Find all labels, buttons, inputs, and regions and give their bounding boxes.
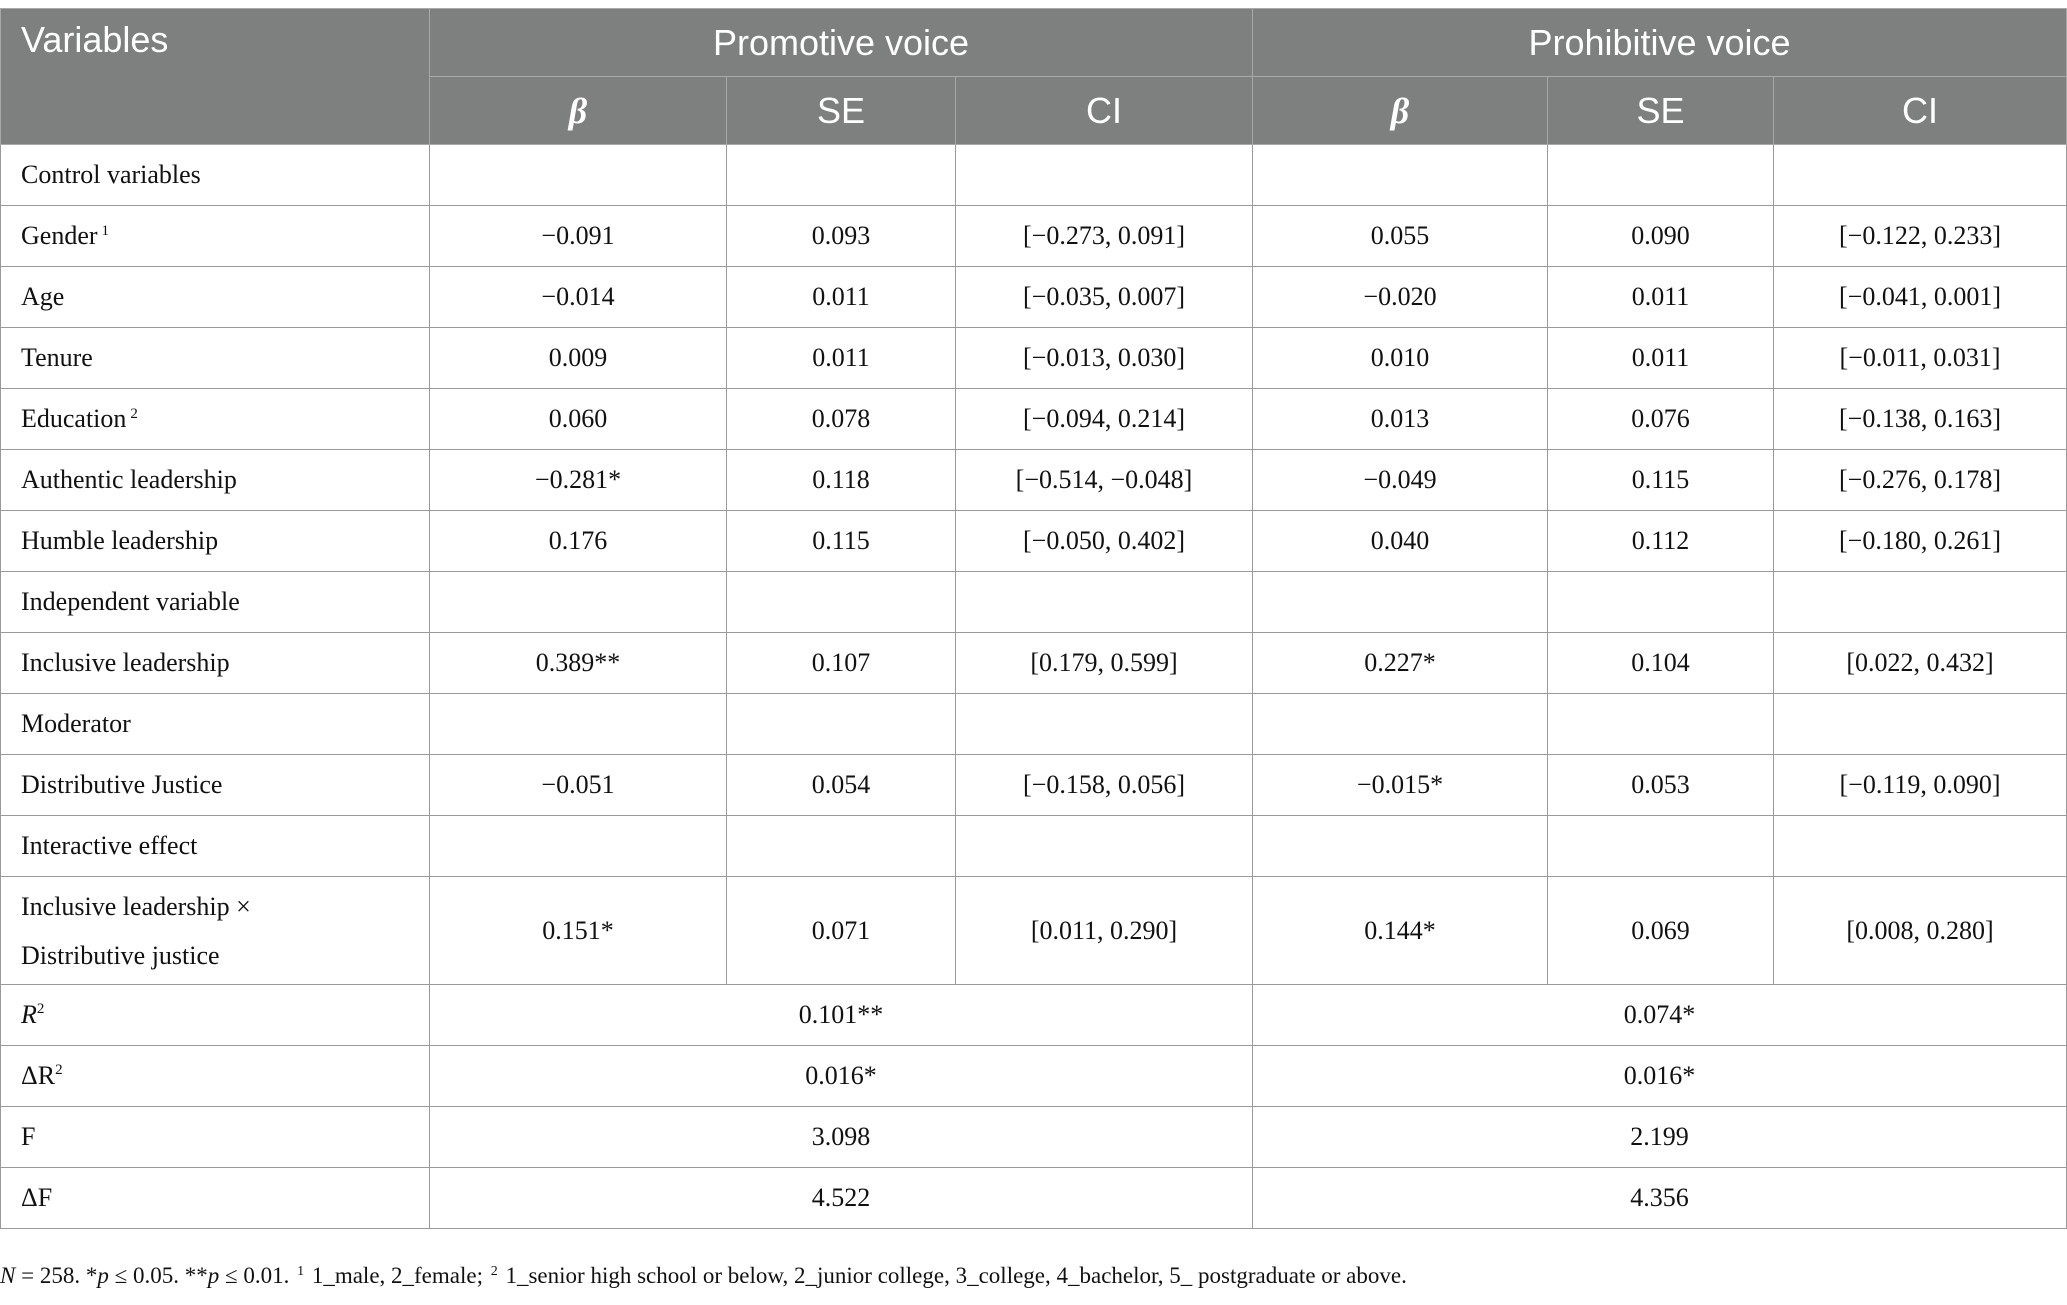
summary-row	[1, 1046, 2067, 1107]
note-n: N	[0, 1263, 16, 1288]
cell-promotive-ci	[956, 816, 1253, 877]
cell-prohibitive-se: 0.076	[1548, 389, 1774, 450]
row-label-text: Age	[21, 282, 65, 311]
table-container	[0, 8, 2066, 1229]
cell-prohibitive-se	[1548, 145, 1774, 206]
cell-promotive-ci: [0.179, 0.599]	[956, 633, 1253, 694]
cell-prohibitive-se: 0.104	[1548, 633, 1774, 694]
summary-label-text: F	[21, 1122, 36, 1151]
row-label-line: Inclusive leadership ×	[21, 891, 251, 921]
summary-prohibitive-value: 4.356	[1253, 1168, 2067, 1229]
table-row	[1, 877, 2067, 985]
cell-prohibitive-beta	[1253, 694, 1548, 755]
cell-promotive-ci: [0.011, 0.290]	[956, 877, 1253, 985]
summary-promotive-value: 0.016*	[430, 1046, 1253, 1107]
header-promotive-voice: Promotive voice	[430, 9, 1253, 77]
cell-prohibitive-ci: [−0.122, 0.233]	[1774, 206, 2067, 267]
cell-promotive-se: 0.093	[727, 206, 956, 267]
table-row	[1, 694, 2067, 755]
cell-prohibitive-se: 0.090	[1548, 206, 1774, 267]
row-label-text: Humble leadership	[21, 526, 219, 555]
row-label	[1, 328, 430, 389]
row-label	[1, 877, 430, 985]
regression-table	[0, 8, 2067, 1229]
cell-promotive-ci: [−0.013, 0.030]	[956, 328, 1253, 389]
cell-prohibitive-beta: −0.049	[1253, 450, 1548, 511]
cell-promotive-se: 0.115	[727, 511, 956, 572]
cell-prohibitive-ci	[1774, 816, 2067, 877]
cell-prohibitive-beta: −0.015*	[1253, 755, 1548, 816]
cell-prohibitive-beta: 0.013	[1253, 389, 1548, 450]
table-row	[1, 572, 2067, 633]
summary-label	[1, 1046, 430, 1107]
row-label	[1, 816, 430, 877]
cell-prohibitive-ci: [−0.041, 0.001]	[1774, 267, 2067, 328]
summary-prohibitive-value: 2.199	[1253, 1107, 2067, 1168]
cell-prohibitive-ci: [0.008, 0.280]	[1774, 877, 2067, 985]
table-row	[1, 145, 2067, 206]
table-row	[1, 206, 2067, 267]
cell-promotive-ci: [−0.273, 0.091]	[956, 206, 1253, 267]
cell-promotive-se: 0.118	[727, 450, 956, 511]
header-beta: β	[1253, 77, 1548, 145]
header-ci: CI	[956, 77, 1253, 145]
table-body	[1, 145, 2067, 1229]
cell-promotive-beta: 0.389**	[430, 633, 727, 694]
row-label-text: Education	[21, 404, 127, 433]
cell-prohibitive-ci: [−0.276, 0.178]	[1774, 450, 2067, 511]
cell-promotive-ci: [−0.050, 0.402]	[956, 511, 1253, 572]
note-superscript: 1	[297, 1264, 305, 1279]
summary-promotive-value: 4.522	[430, 1168, 1253, 1229]
header-variables: Variables	[1, 9, 430, 145]
cell-promotive-se: 0.054	[727, 755, 956, 816]
cell-promotive-beta	[430, 572, 727, 633]
cell-promotive-beta: −0.014	[430, 267, 727, 328]
cell-promotive-se	[727, 694, 956, 755]
cell-prohibitive-ci: [−0.138, 0.163]	[1774, 389, 2067, 450]
cell-promotive-ci	[956, 145, 1253, 206]
cell-promotive-se: 0.107	[727, 633, 956, 694]
cell-prohibitive-se: 0.112	[1548, 511, 1774, 572]
cell-prohibitive-se: 0.011	[1548, 328, 1774, 389]
note-superscript: 2	[490, 1264, 498, 1279]
cell-promotive-beta	[430, 816, 727, 877]
cell-prohibitive-se: 0.053	[1548, 755, 1774, 816]
row-label	[1, 145, 430, 206]
cell-promotive-ci: [−0.094, 0.214]	[956, 389, 1253, 450]
cell-promotive-se: 0.078	[727, 389, 956, 450]
row-label	[1, 572, 430, 633]
cell-promotive-ci: [−0.514, −0.048]	[956, 450, 1253, 511]
cell-prohibitive-beta: 0.040	[1253, 511, 1548, 572]
cell-prohibitive-beta: 0.055	[1253, 206, 1548, 267]
summary-label	[1, 1168, 430, 1229]
row-label	[1, 511, 430, 572]
cell-prohibitive-ci: [0.022, 0.432]	[1774, 633, 2067, 694]
table-footnote	[0, 1263, 2066, 1289]
summary-row	[1, 1107, 2067, 1168]
summary-label	[1, 985, 430, 1046]
cell-promotive-se: 0.071	[727, 877, 956, 985]
cell-prohibitive-beta: 0.227*	[1253, 633, 1548, 694]
cell-prohibitive-se	[1548, 694, 1774, 755]
summary-promotive-value: 3.098	[430, 1107, 1253, 1168]
table-row	[1, 511, 2067, 572]
cell-promotive-se: 0.011	[727, 267, 956, 328]
row-label-superscript: 2	[130, 406, 138, 422]
table-row	[1, 633, 2067, 694]
cell-prohibitive-se: 0.069	[1548, 877, 1774, 985]
cell-promotive-se	[727, 572, 956, 633]
cell-prohibitive-beta	[1253, 572, 1548, 633]
table-row	[1, 328, 2067, 389]
note-p-text: ≤ 0.05. **	[108, 1263, 208, 1288]
row-label	[1, 389, 430, 450]
row-label-text: Interactive effect	[21, 831, 198, 860]
row-label-text: Tenure	[21, 343, 93, 372]
cell-promotive-beta	[430, 145, 727, 206]
note-n-text: = 258. *	[15, 1263, 98, 1288]
cell-promotive-beta: 0.009	[430, 328, 727, 389]
cell-prohibitive-se: 0.011	[1548, 267, 1774, 328]
cell-promotive-beta: 0.151*	[430, 877, 727, 985]
cell-promotive-ci: [−0.158, 0.056]	[956, 755, 1253, 816]
row-label-text: Authentic leadership	[21, 465, 237, 494]
cell-prohibitive-beta	[1253, 816, 1548, 877]
summary-label-text: ΔF	[21, 1183, 53, 1212]
summary-prohibitive-value: 0.074*	[1253, 985, 2067, 1046]
row-label	[1, 755, 430, 816]
row-label	[1, 267, 430, 328]
note-education-coding: 1_senior high school or below, 2_junior college, 3_college, 4_bachelor, 5_ postgraduate or above.	[499, 1263, 1407, 1288]
cell-promotive-beta	[430, 694, 727, 755]
table-row	[1, 450, 2067, 511]
table-row	[1, 389, 2067, 450]
cell-prohibitive-beta: −0.020	[1253, 267, 1548, 328]
cell-promotive-se	[727, 816, 956, 877]
summary-label-superscript: 2	[55, 1062, 63, 1078]
summary-label	[1, 1107, 430, 1168]
note-p: p	[97, 1263, 109, 1288]
cell-promotive-beta: −0.051	[430, 755, 727, 816]
summary-prohibitive-value: 0.016*	[1253, 1046, 2067, 1107]
summary-row	[1, 985, 2067, 1046]
header-ci: CI	[1774, 77, 2067, 145]
cell-prohibitive-ci: [−0.011, 0.031]	[1774, 328, 2067, 389]
table-row	[1, 267, 2067, 328]
cell-promotive-beta: 0.060	[430, 389, 727, 450]
row-label-superscript: 1	[101, 223, 110, 239]
cell-prohibitive-beta	[1253, 145, 1548, 206]
note-gender-coding: 1_male, 2_female;	[306, 1263, 483, 1288]
cell-prohibitive-ci	[1774, 145, 2067, 206]
table-header	[1, 9, 2067, 145]
cell-prohibitive-ci	[1774, 572, 2067, 633]
cell-promotive-se	[727, 145, 956, 206]
row-label	[1, 633, 430, 694]
summary-label-text: ΔR	[21, 1061, 56, 1090]
cell-promotive-ci: [−0.035, 0.007]	[956, 267, 1253, 328]
row-label-text: Control variables	[21, 160, 201, 189]
cell-prohibitive-se	[1548, 572, 1774, 633]
table-row	[1, 816, 2067, 877]
summary-row	[1, 1168, 2067, 1229]
summary-label-text: R	[21, 1000, 37, 1029]
summary-label-superscript: 2	[36, 1001, 45, 1017]
cell-promotive-beta: −0.281*	[430, 450, 727, 511]
row-label-text: Inclusive leadership	[21, 648, 230, 677]
row-label-text: Gender	[21, 221, 98, 250]
row-label	[1, 206, 430, 267]
cell-prohibitive-beta: 0.144*	[1253, 877, 1548, 985]
table-row	[1, 755, 2067, 816]
cell-prohibitive-ci: [−0.119, 0.090]	[1774, 755, 2067, 816]
row-label	[1, 694, 430, 755]
cell-promotive-se: 0.011	[727, 328, 956, 389]
header-se: SE	[1548, 77, 1774, 145]
cell-prohibitive-beta: 0.010	[1253, 328, 1548, 389]
cell-prohibitive-ci: [−0.180, 0.261]	[1774, 511, 2067, 572]
cell-promotive-beta: 0.176	[430, 511, 727, 572]
header-beta: β	[430, 77, 727, 145]
row-label-text: Distributive Justice	[21, 770, 223, 799]
cell-prohibitive-se	[1548, 816, 1774, 877]
cell-promotive-beta: −0.091	[430, 206, 727, 267]
row-label	[1, 450, 430, 511]
row-label-line: Distributive justice	[21, 940, 220, 970]
note-p: p	[207, 1263, 220, 1288]
row-label-text: Independent variable	[21, 587, 240, 616]
cell-promotive-ci	[956, 694, 1253, 755]
summary-promotive-value: 0.101**	[430, 985, 1253, 1046]
cell-prohibitive-ci	[1774, 694, 2067, 755]
row-label-text: Moderator	[21, 709, 131, 738]
cell-prohibitive-se: 0.115	[1548, 450, 1774, 511]
header-se: SE	[727, 77, 956, 145]
header-prohibitive-voice: Prohibitive voice	[1253, 9, 2067, 77]
cell-promotive-ci	[956, 572, 1253, 633]
note-p-text: ≤ 0.01.	[219, 1263, 290, 1288]
